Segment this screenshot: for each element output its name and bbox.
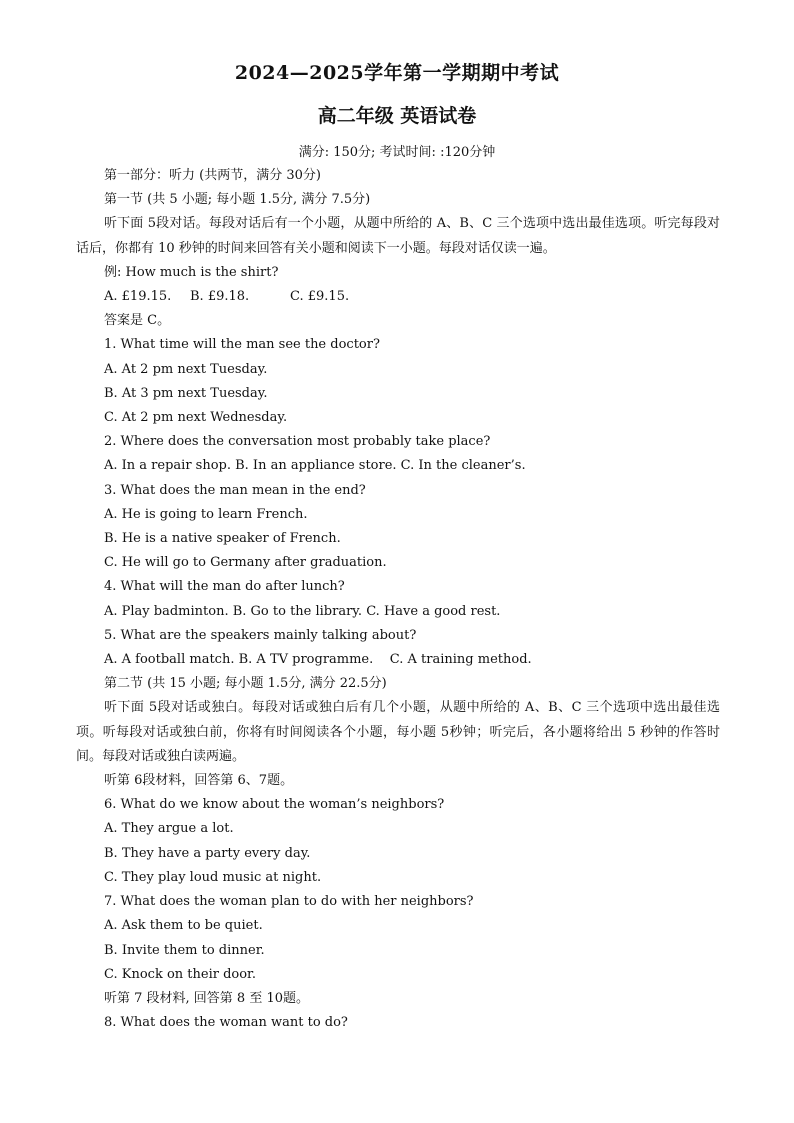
q6-option-b: B. They have a party every day. [104,845,311,861]
q7-option-b: B. Invite them to dinner. [104,942,265,958]
q2-options: A. In a repair shop. B. In an appliance store. C. In the cleaner’s. [104,458,526,474]
section2-heading: 第二节 (共 15 小题; 每小题 1.5分, 满分 22.5分) [104,676,387,692]
part1-heading: 第一部分：听力 (共两节，满分 30分) [104,168,321,183]
example-option-c: C. £9.15. [290,289,350,305]
section1-heading: 第一节 (共 5 小题; 每小题 1.5分, 满分 7.5分) [104,192,371,208]
q1-option-c: C. At 2 pm next Wednesday. [104,410,288,426]
q3-option-a: A. He is going to learn French. [104,506,308,522]
q7-option-a: A. Ask them to be quiet. [104,918,263,934]
example-question: 例: How much is the shirt? [104,264,279,280]
q7-option-c: C. Knock on their door. [104,966,256,982]
section2-instructions: 听下面 5段对话或独白。每段对话或独白后有几个小题，从题中所给的 A、B、C 三个选项中选出最佳选项。听每段对话或独白前，你将有时间阅读各个小题，每小题 5秒钟；听完后，各小题将给出 5 秒钟的作答时间。每段对话或独白读两遍。 [76,700,720,764]
q1-stem: 1. What time will the man see the doctor? [104,337,380,353]
q3-stem: 3. What does the man mean in the end? [104,482,366,498]
q4-stem: 4. What will the man do after lunch? [104,579,345,595]
q7-stem: 7. What does the woman plan to do with her neighbors? [104,894,474,910]
material6-intro: 听第 6段材料，回答第 6、7题。 [104,773,294,789]
q4-options: A. Play badminton. B. Go to the library. C. Have a good rest. [104,603,501,619]
section1-instructions: 听下面 5段对话。每段对话后有一个小题，从题中所给的 A、B、C 三个选项中选出最佳选项。听完每段对话后，你都有 10 秒钟的时间来回答有关小题和阅读下一小题。每段对话仅读一遍。 [76,216,720,256]
q1-option-b: B. At 3 pm next Tuesday. [104,385,268,401]
exam-subtitle: 高二年级 英语试卷 [317,105,477,127]
material7-intro: 听第 7 段材料, 回答第 8 至 10题。 [104,990,310,1006]
q3-option-b: B. He is a native speaker of French. [104,531,341,547]
example-option-b: B. £9.18. [190,289,250,305]
exam-meta: 满分: 150分; 考试时间: :120分钟 [298,145,496,160]
q5-stem: 5. What are the speakers mainly talking about? [104,627,417,643]
example-options [76,285,720,309]
q1-option-a: A. At 2 pm next Tuesday. [104,361,268,377]
q5-options: A. A football match. B. A TV programme. C. A training method. [104,652,532,668]
exam-title: 2024—2025学年第一学期期中考试 [234,62,560,84]
q6-stem: 6. What do we know about the woman’s neighbors? [104,797,445,813]
q3-option-c: C. He will go to Germany after graduation. [104,555,387,571]
q2-stem: 2. Where does the conversation most probably take place? [104,434,491,450]
q8-stem: 8. What does the woman want to do? [104,1015,348,1031]
q6-option-a: A. They argue a lot. [104,821,234,837]
example-option-a: A. £19.15. [104,289,172,305]
example-answer: 答案是 C。 [104,313,171,329]
exam-content [76,164,720,1035]
q6-option-c: C. They play loud music at night. [104,869,322,885]
